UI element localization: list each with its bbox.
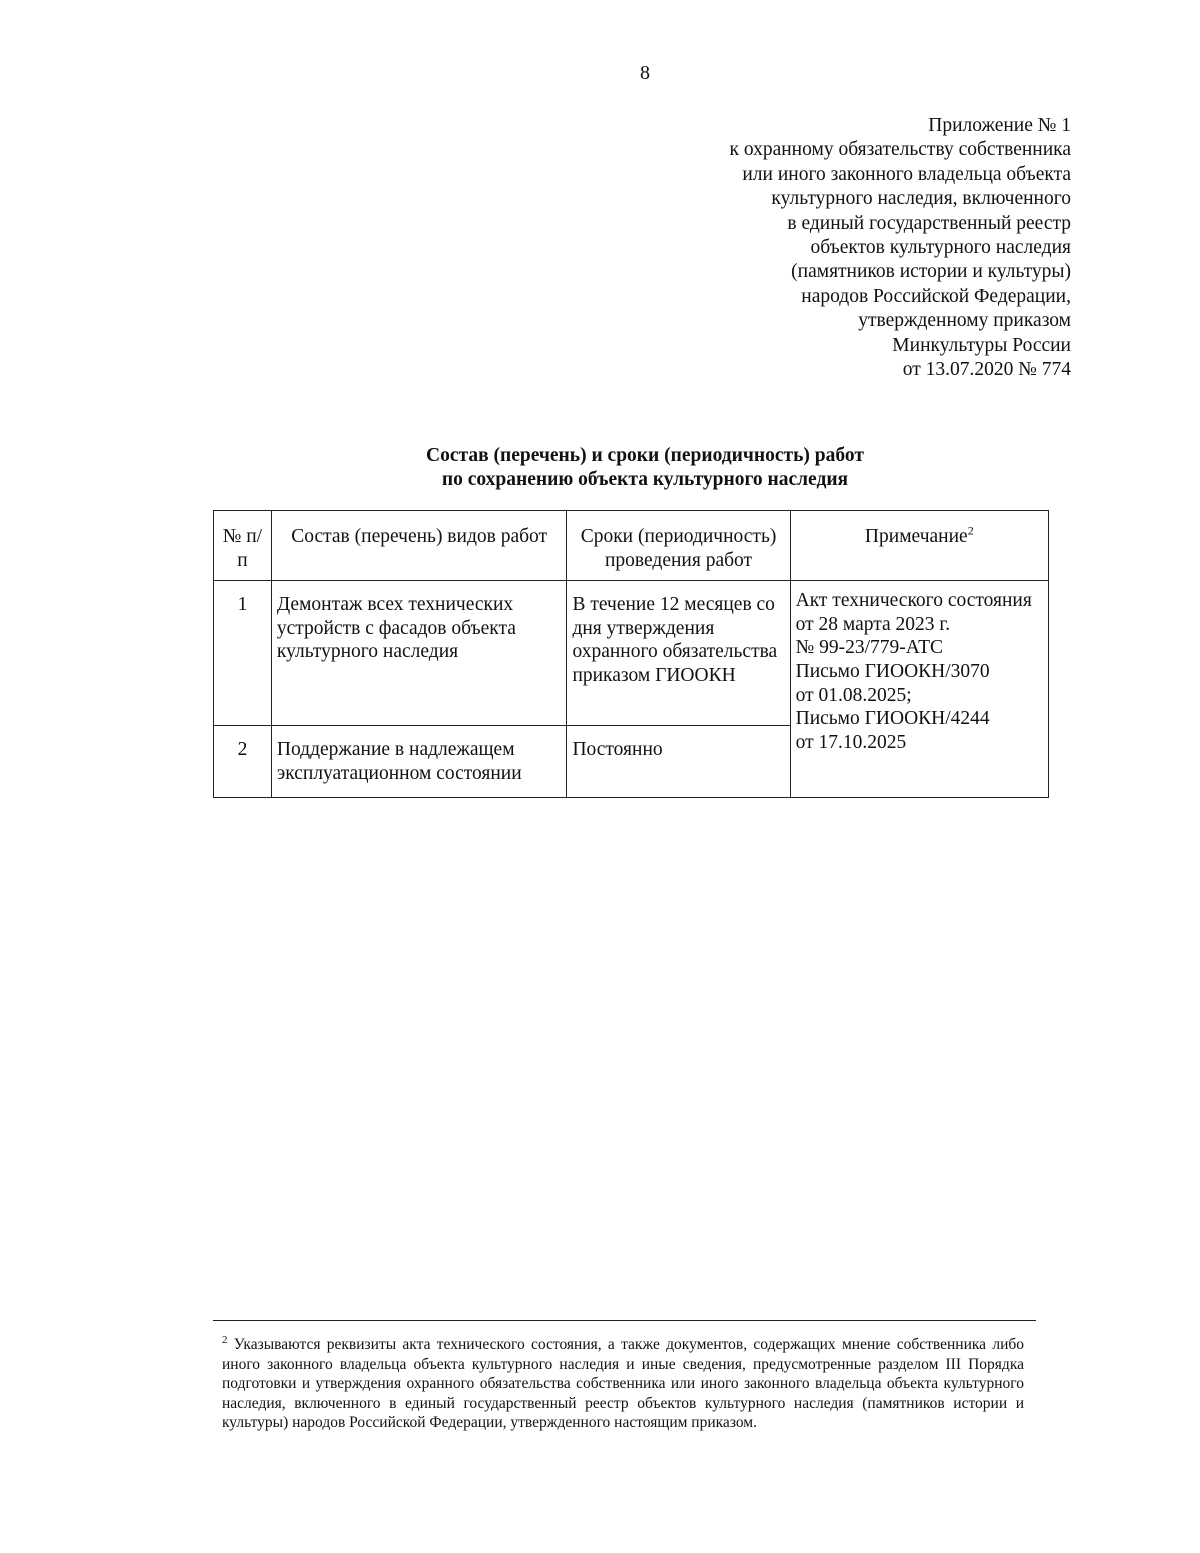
appendix-line: народов Российской Федерации, xyxy=(801,285,1071,307)
note-line: от 28 марта 2023 г. xyxy=(795,613,951,635)
work-description: Демонтаж всех технических устройств с фасадов объекта культурного наследия xyxy=(271,581,567,726)
table-header-row xyxy=(214,511,1049,581)
works-table xyxy=(213,510,1049,798)
work-description: Поддержание в надлежащем эксплуатационном состоянии xyxy=(271,726,567,798)
work-term: В течение 12 месяцев со дня утверждения охранного обязательства приказом ГИООКН xyxy=(567,581,790,726)
appendix-line: культурного наследия, включенного xyxy=(771,188,1071,210)
note-line: Акт технического состояния xyxy=(795,590,1032,612)
appendix-line: (памятников истории и культуры) xyxy=(791,261,1071,283)
document-title xyxy=(300,444,990,492)
note-line: Письмо ГИООКН/3070 xyxy=(795,660,990,682)
appendix-line: Приложение № 1 xyxy=(928,115,1071,136)
footnote-text: Указываются реквизиты акта технического состояния, а также документов, содержащих мнение собственника либо иного законного владельца объекта культурного наследия и иные сведения, предусмотренные разделом III Порядка подготовки и утверждения охранного обязательства собственника или иного законного владельца объекта культурного наследия, включенного в единый государственный реестр объектов культурного наследия (памятников истории и культуры) народов Российской Федерации, утвержденного настоящим приказом. xyxy=(222,1336,1025,1432)
note-cell xyxy=(790,581,1048,798)
appendix-line: от 13.07.2020 № 774 xyxy=(902,359,1071,381)
note-line: от 17.10.2025 xyxy=(795,731,907,753)
appendix-line: в единый государственный реестр xyxy=(787,212,1071,234)
work-term: Постоянно xyxy=(567,726,790,798)
header-note xyxy=(790,511,1048,581)
document-title-line: Состав (перечень) и сроки (периодичность) работ xyxy=(426,445,864,466)
appendix-header xyxy=(551,114,1071,382)
note-line: от 01.08.2025; xyxy=(795,684,912,706)
page-number: 8 xyxy=(640,62,650,84)
appendix-line: или иного законного владельца объекта xyxy=(742,163,1071,185)
header-term: Сроки (периодичность) проведения работ xyxy=(567,511,790,581)
row-number: 2 xyxy=(214,726,272,798)
appendix-line: объектов культурного наследия xyxy=(810,237,1071,259)
appendix-line: утвержденному приказом xyxy=(858,310,1071,332)
header-note-label: Примечание xyxy=(864,526,968,547)
row-number: 1 xyxy=(214,581,272,726)
header-work: Состав (перечень) видов работ xyxy=(271,511,567,581)
appendix-line: к охранному обязательству собственника xyxy=(729,139,1071,161)
table-row xyxy=(214,581,1049,726)
document-title-line: по сохранению объекта культурного наследия xyxy=(441,469,849,490)
note-line: № 99-23/779-АТС xyxy=(795,637,944,659)
footnote-reference: 2 xyxy=(967,523,974,538)
appendix-line: Минкультуры России xyxy=(892,334,1071,356)
footnote-divider xyxy=(213,1320,1036,1321)
footnote-mark: 2 xyxy=(222,1333,228,1346)
footnote xyxy=(222,1335,1024,1433)
note-line: Письмо ГИООКН/4244 xyxy=(795,708,990,730)
header-num: № п/п xyxy=(214,511,272,581)
